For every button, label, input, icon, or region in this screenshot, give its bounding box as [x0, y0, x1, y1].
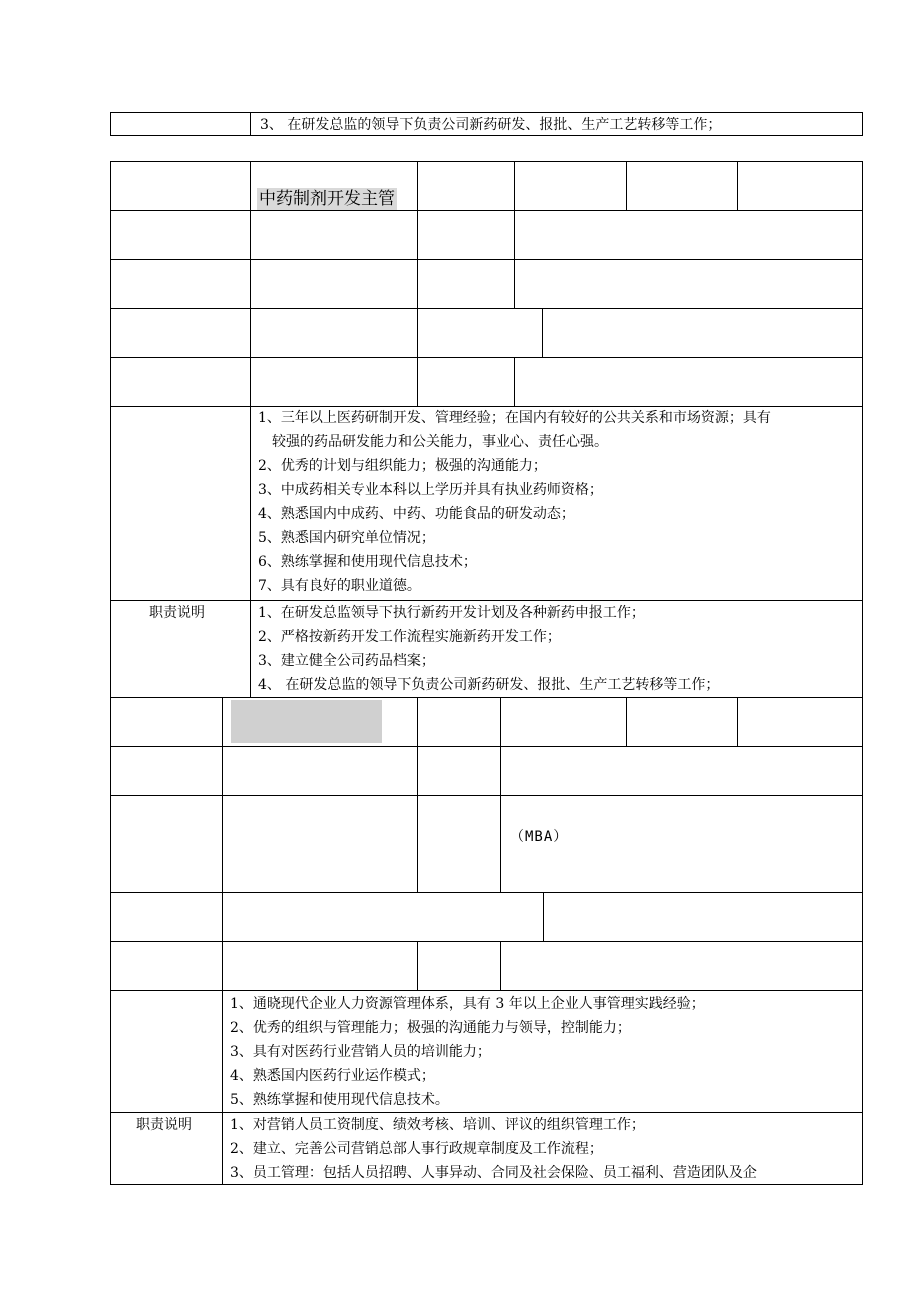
qualification-line: 5、熟练掌握和使用现代信息技术。	[230, 1092, 449, 1108]
duty-label: 职责说明	[149, 605, 205, 621]
duty-line: 1、在研发总监领导下执行新药开发计划及各种新药申报工作；	[258, 605, 645, 621]
qualification-line: 4、熟悉国内中成药、中药、功能食品的研发动态；	[258, 506, 575, 522]
qualification-line: 6、熟练掌握和使用现代信息技术；	[258, 554, 477, 570]
qualification-line: 4、熟悉国内医药行业运作模式；	[230, 1068, 435, 1084]
top-duty-line: 3、 在研发总监的领导下负责公司新药研发、报批、生产工艺转移等工作；	[260, 117, 722, 133]
qualification-line: 2、优秀的计划与组织能力；极强的沟通能力；	[258, 458, 547, 474]
duty-line: 3、员工管理：包括人员招聘、人事异动、合同及社会保险、员工福利、营造团队及企	[230, 1165, 757, 1181]
qualification-line: 1、三年以上医药研制开发、管理经验；在国内有较好的公共关系和市场资源；具有	[258, 410, 771, 426]
qualification-line: 2、优秀的组织与管理能力；极强的沟通能力与领导，控制能力；	[230, 1020, 631, 1036]
qualification-line: 3、中成药相关专业本科以上学历并具有执业药师资格；	[258, 482, 603, 498]
qualification-line: 5、熟悉国内研究单位情况；	[258, 530, 435, 546]
qualification-line: 较强的药品研发能力和公关能力，事业心、责任心强。	[272, 434, 608, 450]
duty-line: 1、对营销人员工资制度、绩效考核、培训、评议的组织管理工作；	[230, 1117, 645, 1133]
duty-line: 4、 在研发总监的领导下负责公司新药研发、报批、生产工艺转移等工作；	[258, 677, 720, 693]
duty-line: 2、严格按新药开发工作流程实施新药开发工作；	[258, 629, 561, 645]
redacted-title-box	[231, 700, 382, 743]
duty-line: 3、建立健全公司药品档案；	[258, 653, 435, 669]
position-title: 中药制剂开发主管	[259, 189, 395, 209]
major-note: （MBA）	[510, 829, 569, 845]
duty-line: 2、建立、完善公司营销总部人事行政规章制度及工作流程；	[230, 1141, 603, 1157]
duty-label: 职责说明	[136, 1117, 192, 1133]
qualification-line: 3、具有对医药行业营销人员的培训能力；	[230, 1044, 491, 1060]
qualification-line: 7、具有良好的职业道德。	[258, 578, 421, 594]
qualification-line: 1、通晓现代企业人力资源管理体系，具有 3 年以上企业人事管理实践经验；	[230, 996, 705, 1012]
